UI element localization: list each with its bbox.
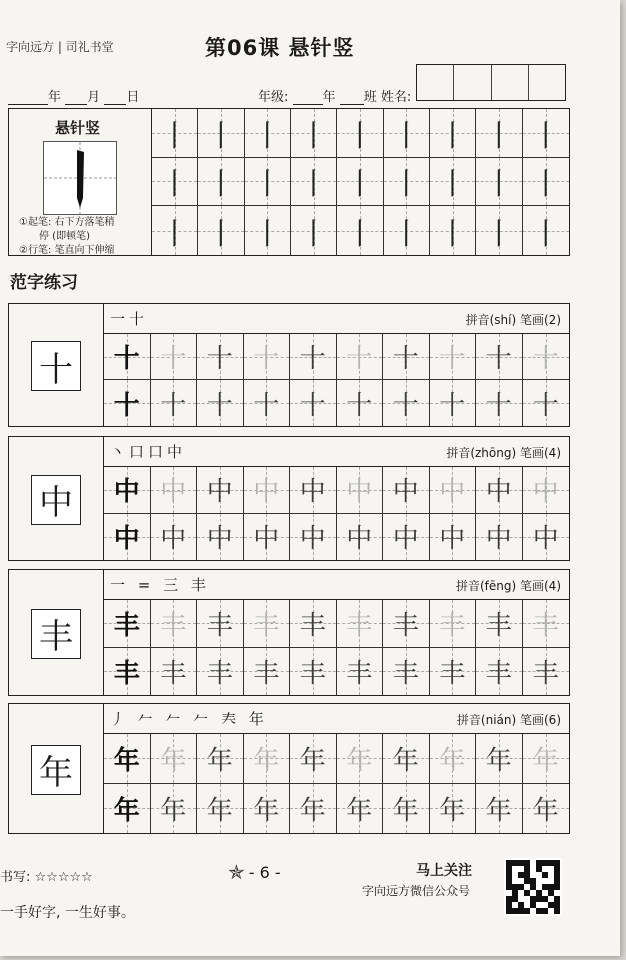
- practice-character: 中: [206, 524, 233, 555]
- practice-character: 年: [485, 745, 512, 776]
- model-character-area: [9, 570, 104, 695]
- character-info-row: [104, 304, 569, 334]
- practice-cell[interactable]: [476, 334, 523, 380]
- practice-cell[interactable]: [337, 784, 384, 834]
- practice-character: 丰: [160, 610, 187, 641]
- name-box[interactable]: [454, 65, 491, 100]
- character-practice-block: [8, 569, 570, 696]
- page-number: [228, 860, 281, 884]
- stroke-practice-cell[interactable]: [152, 109, 198, 158]
- stroke-glyph: 丨: [530, 216, 561, 252]
- model-cell: [104, 514, 151, 561]
- stroke-count-label: 笔画(4): [520, 579, 561, 593]
- page-title: 第06课 悬针竖: [205, 36, 355, 60]
- practice-cell[interactable]: [244, 734, 291, 784]
- practice-cell[interactable]: [476, 734, 523, 784]
- stroke-diagram: [43, 141, 117, 215]
- practice-cell[interactable]: [244, 514, 291, 561]
- stroke-glyph: 丨: [483, 216, 514, 252]
- practice-character: 中: [299, 524, 326, 555]
- practice-cell[interactable]: [476, 600, 523, 648]
- month-blank[interactable]: [65, 91, 87, 105]
- stroke-glyph: 丨: [344, 167, 375, 203]
- motto: 一手好字, 一生好事。: [0, 905, 135, 921]
- practice-character: 丰: [253, 610, 280, 641]
- practice-cell[interactable]: [430, 784, 477, 834]
- stroke-practice-cell[interactable]: [245, 158, 291, 207]
- practice-character: 丰: [485, 658, 512, 689]
- practice-character: 年: [160, 745, 187, 776]
- practice-cell[interactable]: [151, 600, 198, 648]
- practice-character: 年: [113, 745, 140, 776]
- practice-character: 十: [392, 390, 419, 421]
- model-cell: [104, 334, 151, 380]
- practice-character: 十: [485, 344, 512, 374]
- practice-character: 年: [299, 795, 326, 826]
- stroke-count-label: 笔画(6): [520, 713, 561, 727]
- practice-character: 中: [532, 524, 559, 555]
- class-blank[interactable]: [340, 91, 364, 105]
- stroke-practice-cell[interactable]: [198, 206, 244, 255]
- stroke-glyph: 丨: [252, 167, 283, 203]
- practice-cell[interactable]: [430, 514, 477, 561]
- practice-character: 中: [160, 477, 187, 508]
- model-cell: [104, 648, 151, 696]
- practice-cell[interactable]: [197, 514, 244, 561]
- model-character-area: [9, 304, 104, 426]
- practice-character: 丰: [346, 610, 373, 641]
- model-cell: [104, 600, 151, 648]
- practice-character: 丰: [346, 658, 373, 689]
- practice-character: 十: [439, 344, 466, 374]
- practice-character: 十: [113, 344, 140, 374]
- stroke-glyph: 丨: [159, 118, 190, 154]
- stroke-note-1b: 停 (即顿笔): [39, 231, 90, 242]
- practice-character: 丰: [299, 658, 326, 689]
- practice-character: 年: [392, 745, 419, 776]
- practice-cell[interactable]: [197, 734, 244, 784]
- practice-character: 丰: [439, 610, 466, 641]
- pinyin-stroke-info: [466, 311, 561, 328]
- name-box[interactable]: [417, 65, 454, 100]
- year-blank[interactable]: [8, 91, 48, 105]
- practice-character: 中: [392, 524, 419, 555]
- practice-character: 年: [439, 795, 466, 826]
- stroke-glyph: 丨: [391, 216, 422, 252]
- stroke-glyph: 丨: [437, 167, 468, 203]
- stroke-practice-cell[interactable]: [198, 109, 244, 158]
- qr-code-icon[interactable]: [504, 858, 562, 916]
- practice-cell[interactable]: [337, 380, 384, 426]
- practice-character: 十: [532, 390, 559, 421]
- practice-cell[interactable]: [290, 734, 337, 784]
- stroke-practice-cell[interactable]: [476, 109, 522, 158]
- stroke-glyph: 丨: [437, 216, 468, 252]
- practice-cell[interactable]: [523, 648, 570, 696]
- stroke-practice-cell[interactable]: [245, 109, 291, 158]
- stroke-practice-cell[interactable]: [523, 109, 569, 158]
- practice-cell[interactable]: [523, 734, 570, 784]
- practice-character: 年: [113, 795, 140, 826]
- grade-year-label: 年: [322, 90, 336, 105]
- practice-character: 丰: [253, 658, 280, 689]
- stroke-glyph: 丨: [344, 216, 375, 252]
- practice-character: 十: [113, 390, 140, 421]
- practice-cell[interactable]: [244, 380, 291, 426]
- practice-cell[interactable]: [383, 648, 430, 696]
- practice-cell[interactable]: [337, 514, 384, 561]
- practice-character: 十: [485, 390, 512, 421]
- stroke-glyph: 丨: [205, 118, 236, 154]
- practice-cell[interactable]: [197, 380, 244, 426]
- model-character: 十: [31, 341, 81, 391]
- practice-cell[interactable]: [290, 334, 337, 380]
- character-practice-block: [8, 303, 570, 427]
- stroke-note-1: ①起笔: 右下方落笔稍: [19, 217, 115, 228]
- stroke-order: 丶口口中: [110, 443, 187, 461]
- stroke-glyph: 丨: [530, 167, 561, 203]
- stroke-practice-cell[interactable]: [198, 158, 244, 207]
- practice-cell[interactable]: [197, 648, 244, 696]
- practice-cell[interactable]: [430, 600, 477, 648]
- practice-character: 十: [253, 390, 280, 421]
- practice-cell[interactable]: [383, 334, 430, 380]
- stroke-count-label: 笔画(4): [520, 446, 561, 460]
- practice-character: 丰: [113, 610, 140, 641]
- practice-character: 十: [299, 390, 326, 421]
- stroke-practice-cell[interactable]: [291, 158, 337, 207]
- practice-cell[interactable]: [337, 334, 384, 380]
- practice-cell[interactable]: [523, 784, 570, 834]
- stroke-practice-cell[interactable]: [337, 109, 383, 158]
- stroke-glyph: 丨: [344, 118, 375, 154]
- practice-character: 年: [392, 795, 419, 826]
- practice-cell[interactable]: [197, 600, 244, 648]
- stroke-practice-cell[interactable]: [245, 206, 291, 255]
- practice-cell[interactable]: [523, 467, 570, 514]
- practice-character: 年: [206, 795, 233, 826]
- practice-character: 中: [485, 477, 512, 508]
- practice-character: 中: [392, 477, 419, 508]
- section-title: 范字练习: [10, 273, 78, 293]
- stroke-glyph: 丨: [298, 118, 329, 154]
- character-practice-grid: [104, 334, 569, 426]
- practice-cell[interactable]: [430, 334, 477, 380]
- practice-cell[interactable]: [476, 514, 523, 561]
- practice-character: 年: [206, 745, 233, 776]
- practice-character: 十: [160, 344, 187, 374]
- model-cell: [104, 380, 151, 426]
- practice-cell[interactable]: [151, 334, 198, 380]
- practice-cell[interactable]: [523, 380, 570, 426]
- stroke-order: 一十: [110, 310, 149, 328]
- practice-cell[interactable]: [383, 734, 430, 784]
- pinyin-label: 拼音(fēng): [455, 579, 517, 593]
- practice-character: 年: [160, 795, 187, 826]
- practice-cell[interactable]: [337, 467, 384, 514]
- model-character: 丰: [31, 609, 81, 659]
- practice-character: 十: [439, 390, 466, 421]
- practice-cell[interactable]: [197, 467, 244, 514]
- practice-character: 中: [346, 524, 373, 555]
- practice-cell[interactable]: [197, 784, 244, 834]
- practice-cell[interactable]: [290, 380, 337, 426]
- practice-character: 十: [160, 390, 187, 421]
- practice-cell[interactable]: [151, 784, 198, 834]
- practice-character: 中: [113, 524, 140, 555]
- month-label: 月: [87, 90, 101, 105]
- practice-character: 丰: [485, 610, 512, 641]
- stroke-glyph: 丨: [483, 167, 514, 203]
- practice-cell[interactable]: [244, 648, 291, 696]
- stroke-practice-cell[interactable]: [476, 158, 522, 207]
- model-cell: [104, 784, 151, 834]
- practice-cell[interactable]: [430, 648, 477, 696]
- practice-character: 年: [532, 795, 559, 826]
- practice-character: 中: [299, 477, 326, 508]
- day-blank[interactable]: [104, 91, 126, 105]
- practice-character: 年: [439, 745, 466, 776]
- stroke-practice-cell[interactable]: [152, 158, 198, 207]
- practice-character: 丰: [206, 610, 233, 641]
- practice-character: 十: [532, 344, 559, 374]
- practice-character: 中: [253, 477, 280, 508]
- rating-stars: 书写: ☆☆☆☆☆: [0, 870, 93, 885]
- stroke-lesson-box: [8, 108, 570, 256]
- practice-character: 中: [160, 524, 187, 555]
- pinyin-stroke-info: [456, 577, 561, 594]
- model-cell: [104, 467, 151, 514]
- practice-cell[interactable]: [383, 600, 430, 648]
- practice-character: 十: [206, 390, 233, 421]
- practice-character: 中: [206, 477, 233, 508]
- stroke-glyph: 丨: [205, 167, 236, 203]
- model-character-area: [9, 704, 104, 833]
- practice-cell[interactable]: [337, 648, 384, 696]
- character-info-row: [104, 570, 569, 600]
- stroke-practice-cell[interactable]: [523, 206, 569, 255]
- stroke-glyph: 丨: [391, 167, 422, 203]
- practice-character: 丰: [532, 610, 559, 641]
- practice-cell[interactable]: [244, 334, 291, 380]
- stroke-practice-cell[interactable]: [291, 109, 337, 158]
- practice-character: 丰: [392, 658, 419, 689]
- grade-label: 年级:: [258, 90, 289, 105]
- practice-cell[interactable]: [151, 467, 198, 514]
- practice-character: 丰: [160, 658, 187, 689]
- practice-cell[interactable]: [290, 648, 337, 696]
- practice-cell[interactable]: [523, 334, 570, 380]
- practice-cell[interactable]: [430, 380, 477, 426]
- date-field: [8, 86, 139, 105]
- practice-cell[interactable]: [290, 467, 337, 514]
- practice-cell[interactable]: [151, 380, 198, 426]
- stroke-glyph: 丨: [159, 216, 190, 252]
- practice-character: 中: [532, 477, 559, 508]
- name-box[interactable]: [529, 65, 565, 100]
- practice-cell[interactable]: [430, 734, 477, 784]
- practice-cell[interactable]: [290, 784, 337, 834]
- character-practice-grid: [104, 734, 569, 833]
- stroke-practice-cell[interactable]: [337, 158, 383, 207]
- follow-title: 马上关注: [416, 863, 472, 879]
- practice-character: 丰: [439, 658, 466, 689]
- practice-character: 年: [299, 745, 326, 776]
- character-practice-block: [8, 703, 570, 834]
- pinyin-label: 拼音(shí): [465, 313, 517, 327]
- stroke-glyph: 丨: [483, 118, 514, 154]
- stroke-glyph: 丨: [205, 216, 236, 252]
- practice-character: 十: [392, 344, 419, 374]
- practice-cell[interactable]: [244, 600, 291, 648]
- practice-character: 十: [346, 390, 373, 421]
- rabbit-icon: ✯: [228, 860, 245, 884]
- name-boxes[interactable]: [416, 64, 566, 101]
- stroke-name: 悬针竖: [55, 119, 101, 137]
- brand-logo-text: 字向远方 | 司礼书堂: [6, 40, 114, 54]
- character-practice-block: [8, 436, 570, 561]
- practice-cell[interactable]: [476, 380, 523, 426]
- practice-cell[interactable]: [290, 514, 337, 561]
- stroke-practice-cell[interactable]: [152, 206, 198, 255]
- practice-character: 中: [485, 524, 512, 555]
- stroke-practice-cell[interactable]: [384, 206, 430, 255]
- practice-character: 年: [346, 745, 373, 776]
- practice-character: 年: [485, 795, 512, 826]
- practice-character: 丰: [532, 658, 559, 689]
- stroke-note-2: ②行笔: 笔直向下伸缩: [19, 245, 115, 256]
- practice-cell[interactable]: [476, 784, 523, 834]
- practice-character: 十: [299, 344, 326, 374]
- practice-cell[interactable]: [244, 784, 291, 834]
- model-character: 中: [31, 475, 81, 525]
- stroke-glyph: 丨: [437, 118, 468, 154]
- stroke-practice-cell[interactable]: [476, 206, 522, 255]
- practice-cell[interactable]: [383, 380, 430, 426]
- stroke-glyph: 丨: [252, 118, 283, 154]
- practice-cell[interactable]: [151, 648, 198, 696]
- follow-subtitle: 字向远方微信公众号: [362, 884, 471, 898]
- practice-cell[interactable]: [476, 467, 523, 514]
- practice-cell[interactable]: [290, 600, 337, 648]
- practice-character: 丰: [392, 610, 419, 641]
- character-practice-grid: [104, 467, 569, 560]
- stroke-glyph: 丨: [530, 118, 561, 154]
- practice-character: 中: [253, 524, 280, 555]
- practice-cell[interactable]: [523, 514, 570, 561]
- stroke-practice-grid: [152, 109, 569, 255]
- model-character-area: [9, 437, 104, 560]
- stroke-practice-cell[interactable]: [337, 206, 383, 255]
- stroke-glyph: 丨: [298, 216, 329, 252]
- stroke-practice-cell[interactable]: [523, 158, 569, 207]
- stroke-practice-cell[interactable]: [430, 109, 476, 158]
- practice-character: 年: [253, 745, 280, 776]
- practice-cell[interactable]: [523, 600, 570, 648]
- practice-character: 丰: [299, 610, 326, 641]
- page-number-text: - 6 -: [248, 862, 281, 882]
- stroke-practice-cell[interactable]: [430, 206, 476, 255]
- stroke-glyph: 丨: [159, 167, 190, 203]
- practice-character: 中: [113, 477, 140, 508]
- character-info-row: [104, 437, 569, 467]
- model-cell: [104, 734, 151, 784]
- practice-character: 丰: [113, 658, 140, 689]
- stroke-diagram-icon: [44, 142, 116, 214]
- class-field: [258, 86, 411, 105]
- practice-cell[interactable]: [337, 734, 384, 784]
- practice-character: 中: [346, 477, 373, 508]
- stroke-order: 丿 𠂉 𠂉 𠂉 𡗗 年: [110, 710, 268, 728]
- pinyin-label: 拼音(nián): [456, 713, 517, 727]
- practice-cell[interactable]: [383, 514, 430, 561]
- stroke-practice-cell[interactable]: [384, 158, 430, 207]
- practice-cell[interactable]: [197, 334, 244, 380]
- practice-character: 中: [439, 477, 466, 508]
- practice-cell[interactable]: [151, 514, 198, 561]
- practice-cell[interactable]: [244, 467, 291, 514]
- stroke-practice-cell[interactable]: [430, 158, 476, 207]
- stroke-glyph: 丨: [391, 118, 422, 154]
- character-info-row: [104, 704, 569, 734]
- stroke-glyph: 丨: [298, 167, 329, 203]
- practice-character: 年: [253, 795, 280, 826]
- practice-character: 年: [346, 795, 373, 826]
- practice-cell[interactable]: [151, 734, 198, 784]
- stroke-count-label: 笔画(2): [520, 313, 561, 327]
- day-label: 日: [126, 90, 140, 105]
- practice-cell[interactable]: [383, 784, 430, 834]
- stroke-order: 一 = 三 丰: [110, 576, 210, 594]
- class-name-label: 班 姓名:: [363, 90, 412, 105]
- name-box[interactable]: [492, 65, 529, 100]
- practice-character: 丰: [206, 658, 233, 689]
- grade-blank[interactable]: [293, 91, 323, 105]
- practice-character: 十: [346, 344, 373, 374]
- practice-cell[interactable]: [337, 600, 384, 648]
- practice-character: 中: [439, 524, 466, 555]
- practice-cell[interactable]: [383, 467, 430, 514]
- model-character: 年: [31, 745, 81, 795]
- practice-cell[interactable]: [430, 467, 477, 514]
- stroke-glyph: 丨: [252, 216, 283, 252]
- practice-character: 十: [206, 344, 233, 374]
- pinyin-stroke-info: [457, 711, 561, 728]
- practice-cell[interactable]: [476, 648, 523, 696]
- stroke-practice-cell[interactable]: [291, 206, 337, 255]
- character-practice-grid: [104, 600, 569, 695]
- stroke-info-panel: [9, 109, 152, 255]
- practice-character: 年: [532, 745, 559, 776]
- year-label: 年: [48, 90, 62, 105]
- pinyin-stroke-info: [446, 444, 561, 461]
- stroke-practice-cell[interactable]: [384, 109, 430, 158]
- practice-character: 十: [253, 344, 280, 374]
- pinyin-label: 拼音(zhōng): [446, 446, 517, 460]
